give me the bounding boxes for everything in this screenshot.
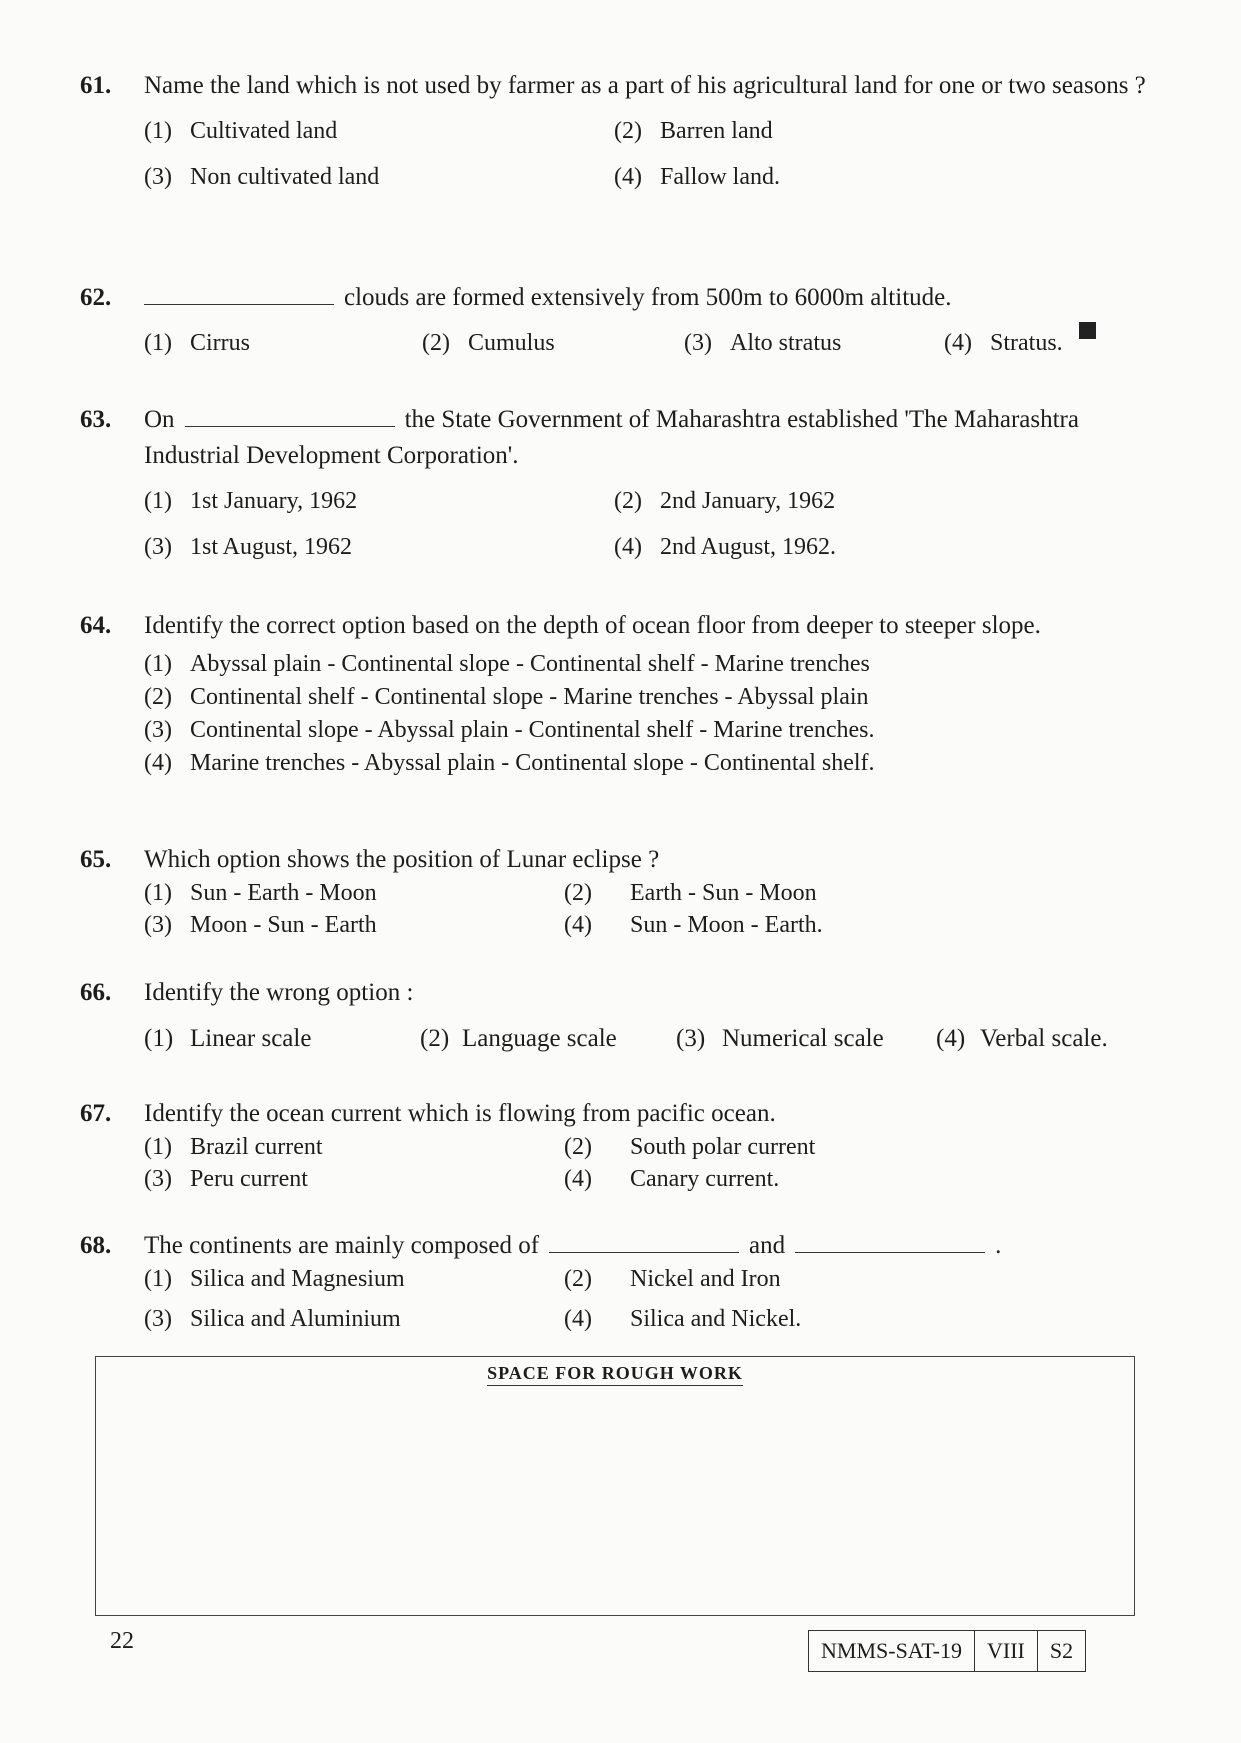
option-4[interactable]: (4) Sun - Moon - Earth.	[564, 912, 823, 938]
option-1[interactable]: (1) 1st January, 1962	[144, 488, 358, 514]
question-text: clouds are formed extensively from 500m to 6000m altitude.	[344, 284, 952, 311]
question-text: Identify the correct option based on the depth of ocean floor from deeper to steeper slope.	[144, 612, 1041, 639]
option-1[interactable]: (1) Silica and Magnesium	[144, 1266, 405, 1292]
question-64	[80, 608, 1160, 780]
question-66	[80, 975, 1160, 1065]
question-68	[80, 1228, 1160, 1346]
question-text-start: On	[144, 406, 175, 433]
options	[144, 118, 1160, 210]
option-2[interactable]: (2) Barren land	[614, 118, 773, 144]
option-4[interactable]: (4) Fallow land.	[614, 164, 780, 190]
options	[144, 1266, 1160, 1346]
option-2[interactable]: (2) South polar current	[564, 1134, 816, 1160]
question-67	[80, 1096, 1160, 1200]
option-2[interactable]: (2) Continental shelf - Continental slope - Marine trenches - Abyssal plain	[144, 684, 869, 710]
options	[144, 880, 1160, 946]
question-62	[80, 280, 1160, 370]
option-4[interactable]: (4) Verbal scale.	[936, 1025, 1108, 1052]
option-4[interactable]: (4) Silica and Nickel.	[564, 1306, 802, 1332]
option-2[interactable]: (2) Earth - Sun - Moon	[564, 880, 817, 906]
option-1[interactable]: (1) Cultivated land	[144, 118, 338, 144]
options	[144, 330, 1160, 370]
option-3[interactable]: (3) 1st August, 1962	[144, 534, 353, 560]
question-text: Which option shows the position of Lunar eclipse ?	[144, 846, 660, 873]
question-text: Name the land which is not used by farmer as a part of his agricultural land for one or two seasons ?	[144, 72, 1146, 99]
option-1[interactable]: (1) Cirrus	[144, 330, 250, 356]
option-1[interactable]: (1) Abyssal plain - Continental slope - Continental shelf - Marine trenches	[144, 651, 870, 677]
answer-blank	[144, 280, 334, 305]
question-text: Identify the wrong option :	[144, 979, 414, 1006]
option-3[interactable]: (3) Moon - Sun - Earth	[144, 912, 377, 938]
scan-mark	[1079, 322, 1096, 339]
option-2[interactable]: (2) Language scale	[420, 1025, 617, 1052]
question-65	[80, 842, 1160, 946]
option-3[interactable]: (3) Non cultivated land	[144, 164, 380, 190]
option-4[interactable]: (4) Canary current.	[564, 1166, 780, 1192]
question-number: 65.	[80, 846, 112, 873]
question-63	[80, 402, 1160, 580]
options	[144, 1134, 1160, 1200]
rough-work-title: SPACE FOR ROUGH WORK	[487, 1363, 743, 1386]
option-2[interactable]: (2) Nickel and Iron	[564, 1266, 781, 1292]
answer-blank-1	[549, 1228, 739, 1253]
question-text-mid: and	[749, 1232, 786, 1259]
question-number: 67.	[80, 1100, 112, 1127]
option-3[interactable]: (3) Silica and Aluminium	[144, 1306, 401, 1332]
option-2[interactable]: (2) 2nd January, 1962	[614, 488, 836, 514]
option-1[interactable]: (1) Sun - Earth - Moon	[144, 880, 377, 906]
exam-code: NMMS-SAT-19	[809, 1631, 975, 1671]
class-code: VIII	[975, 1631, 1038, 1671]
answer-blank	[185, 402, 395, 427]
options	[144, 648, 1160, 780]
option-1[interactable]: (1) Brazil current	[144, 1134, 323, 1160]
options	[144, 1025, 1160, 1065]
option-3[interactable]: (3) Alto stratus	[684, 330, 842, 356]
options	[144, 488, 1160, 580]
option-3[interactable]: (3) Numerical scale	[676, 1025, 884, 1052]
option-3[interactable]: (3) Peru current	[144, 1166, 308, 1192]
question-text: The continents are mainly composed of	[144, 1232, 540, 1259]
set-code: S2	[1049, 1638, 1074, 1663]
question-number: 62.	[80, 284, 112, 311]
page-number: 22	[110, 1628, 134, 1654]
option-4[interactable]: (4) Marine trenches - Abyssal plain - Continental slope - Continental shelf.	[144, 750, 875, 776]
question-number: 63.	[80, 406, 112, 433]
question-text: the State Government of Maharashtra established 'The Maharashtra Industrial Development Corporation'.	[144, 406, 1079, 469]
question-61	[80, 68, 1160, 210]
question-number: 66.	[80, 979, 112, 1006]
option-4[interactable]: (4) 2nd August, 1962.	[614, 534, 837, 560]
answer-blank-2	[795, 1228, 985, 1253]
option-4[interactable]: (4) Stratus.	[944, 330, 1063, 356]
paper-code	[808, 1630, 1086, 1672]
option-3[interactable]: (3) Continental slope - Abyssal plain - Continental shelf - Marine trenches.	[144, 717, 875, 743]
rough-work-box	[95, 1356, 1135, 1616]
option-1[interactable]: (1) Linear scale	[144, 1025, 312, 1052]
question-number: 61.	[80, 72, 112, 99]
question-number: 68.	[80, 1232, 112, 1259]
question-text-end: .	[995, 1232, 1002, 1259]
question-number: 64.	[80, 612, 112, 639]
option-2[interactable]: (2) Cumulus	[422, 330, 555, 356]
question-text: Identify the ocean current which is flowing from pacific ocean.	[144, 1100, 776, 1127]
